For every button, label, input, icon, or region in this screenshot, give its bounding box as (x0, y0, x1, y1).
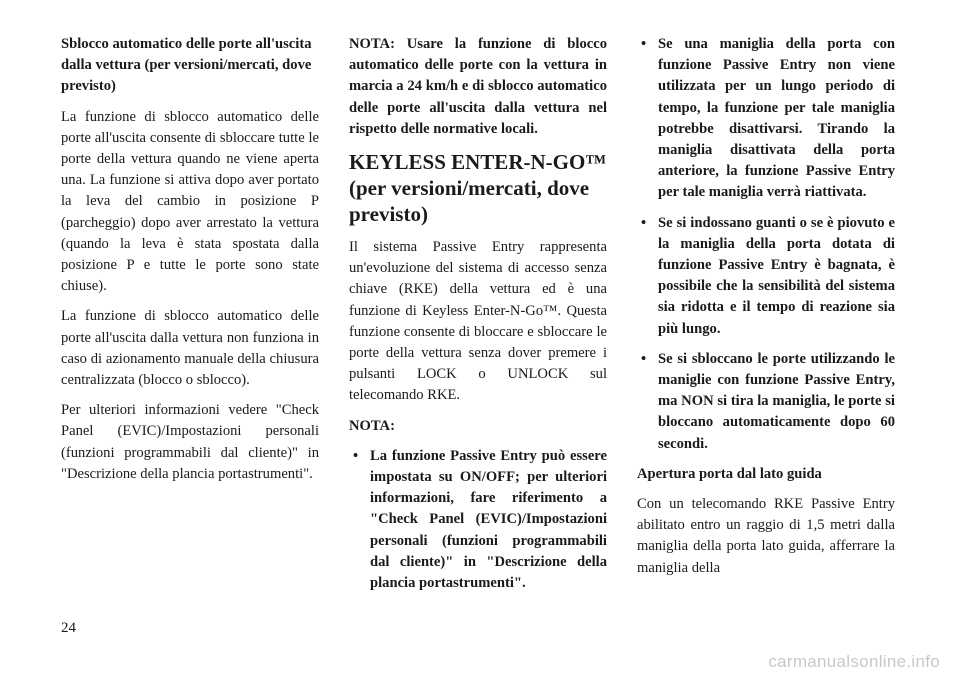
paragraph: La funzione di sblocco automatico delle porte all'uscita consente di sbloccare tutte le porte della vettura quando ne viene aperta una. La funzione si attiva dopo aver portato la leva del cambio in posizione P (parcheggio) dopo aver arrestato la vettura (quando la leva è stata spostata dalla posizione P e tutte le porte sono state chiuse). (61, 108, 319, 295)
section-heading-driver-door: Apertura porta dal lato guida (637, 465, 822, 482)
note-list (349, 446, 607, 594)
paragraph: La funzione di sblocco automatico delle porte all'uscita dalla vettura non funziona in caso di azionamento manuale della chiusura centralizzata (blocco o sblocco). (61, 308, 319, 389)
paragraph: Con un telecomando RKE Passive Entry abilitato entro un raggio di 1,5 metri dalla maniglia della porta lato guida, afferrare la maniglia della (637, 496, 895, 576)
note-label: NOTA: (349, 417, 395, 434)
paragraph: Per ulteriori informazioni vedere "Check Panel (EVIC)/Impostazioni personali (funzioni programmabili dal cliente)" in "Descrizione della plancia portastrumenti". (61, 402, 319, 482)
paragraph: Il sistema Passive Entry rappresenta un'evoluzione del sistema di accesso senza chiave (RKE) della vettura ed è una funzione di Keyless Enter-N-Go™. Questa funzione consente di bloccare e sbloccare le porte della vettura senza dover premere i pulsanti LOCK o UNLOCK sul telecomando RKE. (349, 239, 607, 404)
column-right (637, 34, 895, 588)
list-item: • Se una maniglia della porta con funzione Passive Entry non viene utilizzata per un lungo periodo di tempo, la funzione per tale maniglia potrebbe disattivarsi. Tirando la maniglia disattivata della porta anteriore, la funzione Passive Entry per tale maniglia verrà riattivata. (637, 34, 895, 204)
watermark: carmanualsonline.info (768, 652, 940, 671)
section-title-keyless: KEYLESS ENTER-N-GO™ (per versioni/mercati, dove previsto) (349, 150, 607, 227)
column-left (61, 34, 319, 494)
section-heading-auto-unlock: Sblocco automatico delle porte all'uscita dalla vettura (per versioni/mercati, dove previsto) (61, 36, 312, 95)
list-item: • Se si sbloccano le porte utilizzando le maniglie con funzione Passive Entry, ma NON si tira la maniglia, le porte si bloccano automaticamente dopo 60 secondi. (637, 349, 895, 455)
page-number: 24 (61, 620, 76, 636)
note-list-continued (637, 34, 895, 455)
list-item: • Se si indossano guanti o se è piovuto e la maniglia della porta dotata di funzione Passive Entry è bagnata, è possibile che la sensibilità del sistema sia ridotta e il tempo di reazione sia più lungo. (637, 213, 895, 340)
note-paragraph: NOTA: Usare la funzione di blocco automatico delle porte con la vettura in marcia a 24 km/h e di sblocco automatico delle porte all'uscita dalla vettura nel rispetto delle normative locali. (349, 36, 607, 137)
list-item: • La funzione Passive Entry può essere impostata su ON/OFF; per ulteriori informazioni, fare riferimento a "Check Panel (EVIC)/Impostazioni personali (funzioni programmabili dal cliente)" in "Descrizione della plancia portastrumenti". (349, 446, 607, 594)
column-middle (349, 34, 607, 603)
